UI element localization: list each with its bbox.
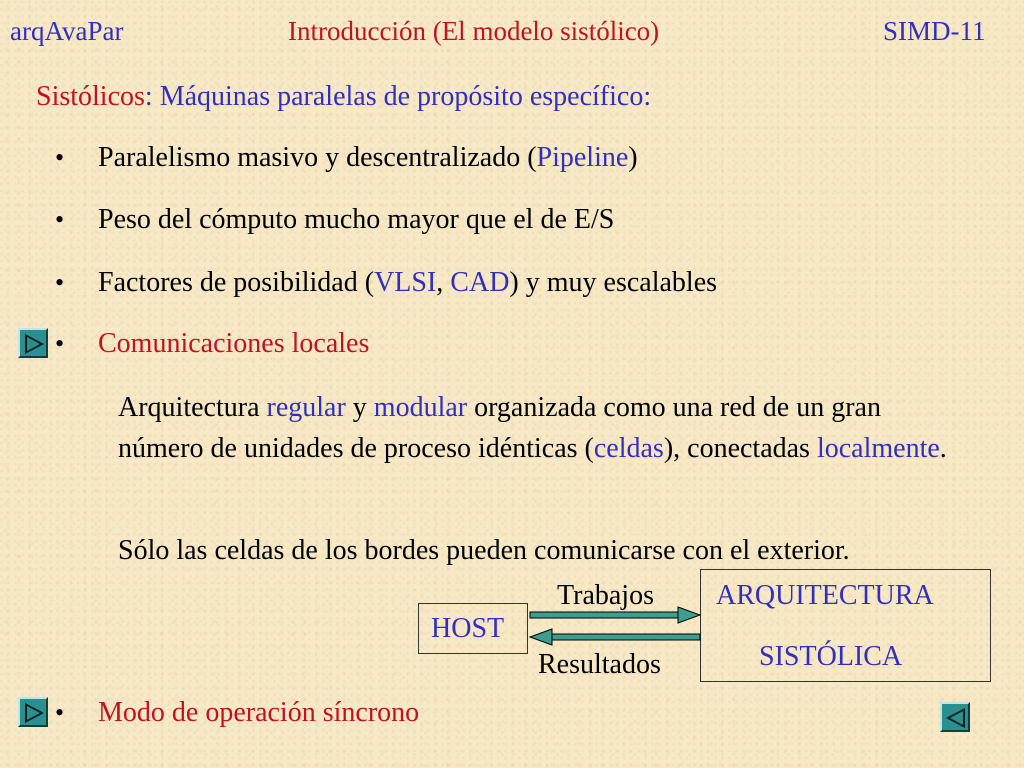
para-text: y — [345, 392, 374, 423]
bullet-dot: • — [55, 329, 65, 358]
subtitle-sep: : — [144, 81, 160, 112]
subtitle-term: Sistólicos — [36, 81, 145, 112]
play-forward-button-2[interactable] — [18, 697, 48, 727]
bullet-term-vlsi: VLSI — [374, 267, 437, 298]
bullet-text: , — [436, 267, 451, 298]
bullet-dot: • — [55, 698, 65, 727]
para-text: ), conectadas — [663, 433, 817, 464]
header-slide-id: SIMD-11 — [883, 16, 986, 46]
arch-label-line2: SISTÓLICA — [759, 641, 903, 672]
bullet-text: Paralelismo masivo y descentralizado ( — [98, 142, 537, 173]
term-modular: modular — [373, 392, 468, 423]
arch-label-line1: ARQUITECTURA — [716, 580, 934, 611]
bullet-item-parallelism — [98, 141, 638, 175]
bullet-text: ) y muy escalables — [509, 267, 718, 298]
play-forward-icon — [23, 333, 45, 355]
bullet-item-sync-mode: Modo de operación síncrono — [98, 697, 420, 728]
subtitle-desc: Máquinas paralelas de propósito específico — [159, 81, 644, 112]
bullet-text: Peso del cómputo mucho mayor que el de E/S — [98, 204, 615, 235]
header-course: arqAvaPar — [10, 16, 124, 46]
play-back-button[interactable] — [940, 702, 970, 732]
bullet-term-pipeline: Pipeline — [536, 142, 629, 173]
arrow-left-icon — [530, 629, 700, 645]
label-trabajos: Trabajos — [557, 580, 654, 611]
bullet-item-local-comm: Comunicaciones locales — [98, 328, 370, 359]
bullet-dot: • — [55, 268, 65, 297]
bullet-text: ) — [628, 142, 638, 173]
data-flow-arrows — [528, 604, 702, 650]
header-title: Introducción (El modelo sistólico) — [288, 16, 660, 46]
bullet-item-factors — [98, 266, 717, 300]
bullet-term-cad: CAD — [450, 267, 510, 298]
play-back-icon — [945, 707, 967, 729]
subtitle — [36, 80, 651, 114]
bullet-item-compute-weight — [98, 203, 614, 237]
paragraph-architecture — [118, 387, 948, 469]
para-text: . — [939, 433, 947, 464]
paragraph-border-cells: Sólo las celdas de los bordes pueden comunicarse con el exterior. — [118, 535, 850, 566]
subtitle-end: : — [643, 81, 652, 112]
para-text: organizada como una red de un gran número de unidades de proceso idénticas ( — [118, 392, 881, 464]
host-label: HOST — [431, 613, 505, 644]
term-regular: regular — [266, 392, 346, 423]
bullet-dot: • — [55, 205, 65, 234]
arrow-right-icon — [530, 607, 700, 623]
play-forward-icon — [23, 702, 45, 724]
bullet-text: Factores de posibilidad ( — [98, 267, 375, 298]
bullet-dot: • — [55, 143, 65, 172]
label-resultados: Resultados — [538, 649, 661, 680]
para-text: Arquitectura — [118, 392, 267, 423]
term-celdas: celdas — [593, 433, 664, 464]
play-forward-button[interactable] — [18, 328, 48, 358]
term-localmente: localmente — [816, 433, 940, 464]
